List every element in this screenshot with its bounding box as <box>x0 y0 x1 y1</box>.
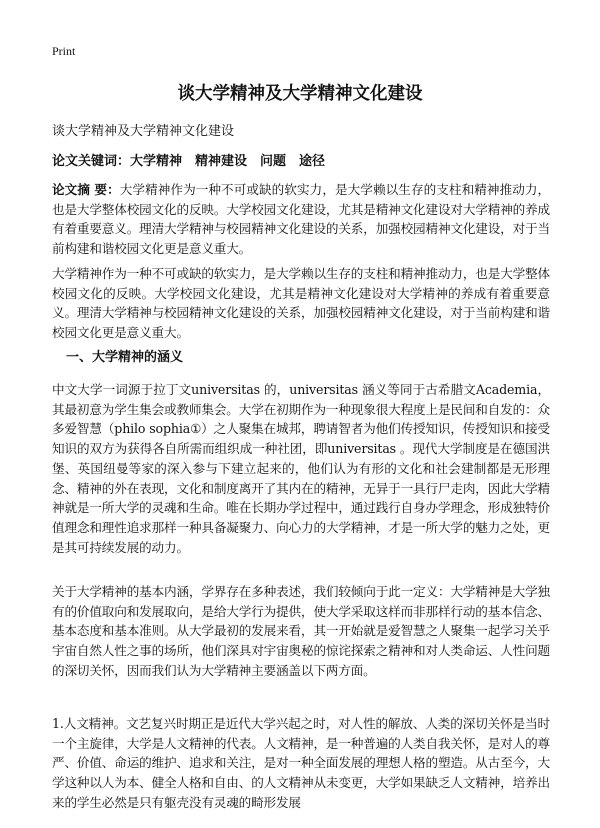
body-paragraph-2: 关于大学精神的基本内涵，学界存在多种表述，我们较倾向于此一定义：大学精神是大学独有的价值取向和发展取向，是给大学行为提供，使大学采取这样而非那样行动的基本信念、基本态度和基本准则。从大学最初的发展来看，其一开始就是爱智慧之人聚集一起学习关乎宇宙自然人性之事的场所，他们深具对宇宙奥秘的惊诧探索之精神和对人类命运、人性问题的深切关怀，因而我们认为大学精神主要涵盖以下两方面。 <box>52 584 550 678</box>
print-label: Print <box>52 44 76 58</box>
body-paragraph-3: 1.人文精神。文艺复兴时期正是近代大学兴起之时，对人性的解放、人类的深切关怀是当时一个主旋律，大学是人文精神的代表。人文精神，是一种普遍的人类自我关怀，是对人的尊严、价值、命运的维护、追求和关注，是对一种全面发展的理想人格的塑造。从古至今，大学这种以人为本、健全人格和自由、的人文精神从未变更，大学如果缺乏人文精神，培养出来的学生必然是只有躯壳没有灵魂的畸形发展 <box>52 716 550 810</box>
keywords-line <box>52 150 325 169</box>
body-paragraph-1: 中文大学一词源于拉丁文universitas 的，universitas 涵义等同于古希腊文Academia，其最初意为学生集会或教师集会。大学在初期作为一种现象很大程度上是民间和自发的：众多爱智慧（philo sophia①）之人聚集在城邦，聘请智者为他们传授知识，传授知识和接受知识的双方为获得各自所需而组织成一种社团，即universitas 。现代大学制度是在德国洪堡、英国纽曼等家的深入参与下建立起来的，他们认为有形的文化和社会建制都是无形理念、精神的外在表现，文化和制度离开了其内在的精神，无异于一具行尸走肉，因此大学精神就是一所大学的灵魂和生命。唯在长期办学过程中，通过践行自身办学理念，形成独特价值理念和理性追求那样一种具备凝聚力、向心力的大学精神，才是一所大学的魅力之处，更是其可持续发展的动力。 <box>52 382 550 555</box>
keywords-label: 论文关键词： <box>52 154 131 169</box>
document-subtitle: 谈大学精神及大学精神文化建设 <box>52 124 235 139</box>
section-heading: 一、大学精神的涵义 <box>66 350 184 365</box>
abstract-label: 论文摘 要： <box>52 182 120 197</box>
intro-paragraph: 大学精神作为一种不可或缺的软实力，是大学赖以生存的支柱和精神推动力，也是大学整体校园文化的反映。大学校园文化建设，尤其是精神文化建设对大学精神的养成有着重要意义。理清大学精神与校园精神文化建设的关系，加强校园精神文化建设，对于当前构建和谐校园文化更是意义重大。 <box>52 266 550 341</box>
keywords-value: 大学精神 精神建设 问题 途径 <box>130 154 326 169</box>
document-title: 谈大学精神及大学精神文化建设 <box>177 84 423 104</box>
abstract-text: 大学精神作为一种不可或缺的软实力，是大学赖以生存的支柱和精神推动力，也是大学整体校园文化的反映。大学校园文化建设，尤其是精神文化建设对大学精神的养成有着重要意义。理清大学精神与校园精神文化建设的关系，加强校园精神文化建设，对于当前构建和谐校园文化更是意义重大。 <box>52 182 550 257</box>
abstract-paragraph <box>52 180 550 259</box>
